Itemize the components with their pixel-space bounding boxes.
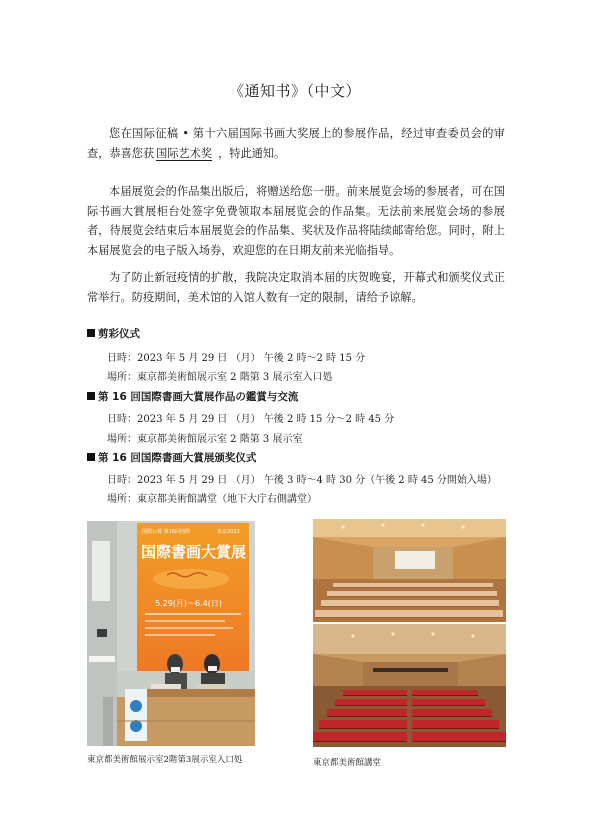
section-heading-viewing: 第 16 回国際書画大賞展作品の鑑賞与交流 [87, 389, 298, 404]
section-time: 日時：2023 年 5 月 29 日 （月） 午後 3 時〜4 時 30 分（午後 2 時 45 分開始入場） [107, 475, 497, 486]
award-name: 国际艺术奖 [156, 146, 213, 160]
poster-dates-text: 5.29(月)〜6.4(日) [155, 599, 223, 608]
photo-auditorium-red [313, 624, 506, 747]
section-heading-ribbon: 剪彩仪式 [87, 326, 140, 341]
exhibition-entrance-illustration [87, 521, 255, 746]
photo-auditorium-wood [313, 519, 506, 622]
section-time: 日時：2023 年 5 月 29 日 （月） 午後 2 時〜2 時 15 分 [107, 353, 366, 364]
square-bullet-icon [87, 453, 95, 461]
section-place: 場所：東京都美術館展示室 2 階第 3 展示室 [107, 434, 303, 445]
photo-exhibition-entrance [87, 521, 255, 746]
paragraph-award-notice [87, 124, 505, 163]
section-place: 場所：東京都美術館展示室 2 階第 3 展示室入口処 [107, 372, 333, 383]
auditorium-red-illustration [313, 624, 506, 747]
photo-caption-right: 東京都美術館講堂 [313, 758, 382, 768]
poster-top-right-text: 東京2023 [217, 529, 240, 535]
photo-caption-left: 東京都美術館展示室2階第3展示室入口処 [87, 755, 243, 765]
paragraph-text: 您在国际征稿 • 第十六届国际书画大奖展上的参展作品，经过审查委员会的审查，恭喜您获 [87, 127, 505, 160]
section-heading-ceremony: 第 16 回国際書画大賞展颁奖仪式 [87, 450, 256, 465]
paragraph-text: ，特此通知。 [218, 146, 286, 160]
poster-top-text: 国際公募 第16回国際 [142, 529, 190, 535]
square-bullet-icon [87, 392, 95, 400]
square-bullet-icon [87, 329, 95, 337]
page-title: 《通知书》（中文） [228, 82, 361, 100]
paragraph-catalog: 本届展览会的作品集出版后，将赠送给您一册。前来展览会场的参展者，可在国际书画大賞展柜台处签字免费领取本届展览会的作品集。无法前来展览会场的参展者，待展览会结束后本届展览会的作品集、奖状及作品将陆续邮寄给您。同时，附上本届展览会的电子版入场券，欢迎您的在日期友前来光临指导。 [87, 185, 505, 257]
auditorium-illustration [313, 519, 506, 622]
poster-title-text: 国際書画大賞展 [141, 543, 247, 561]
section-place: 場所：東京都美術館講堂（地下大庁右側講堂） [107, 494, 317, 505]
paragraph-covid: 为了防止新冠疫情的扩散，我院决定取消本届的庆贺晚宴，开幕式和颁奖仪式正常举行。防疫期间，美术馆的入馆人数有一定的限制，请给予谅解。 [87, 271, 505, 304]
section-time: 日時：2023 年 5 月 29 日 （月） 午後 2 時 15 分〜2 時 45 分 [107, 414, 395, 425]
